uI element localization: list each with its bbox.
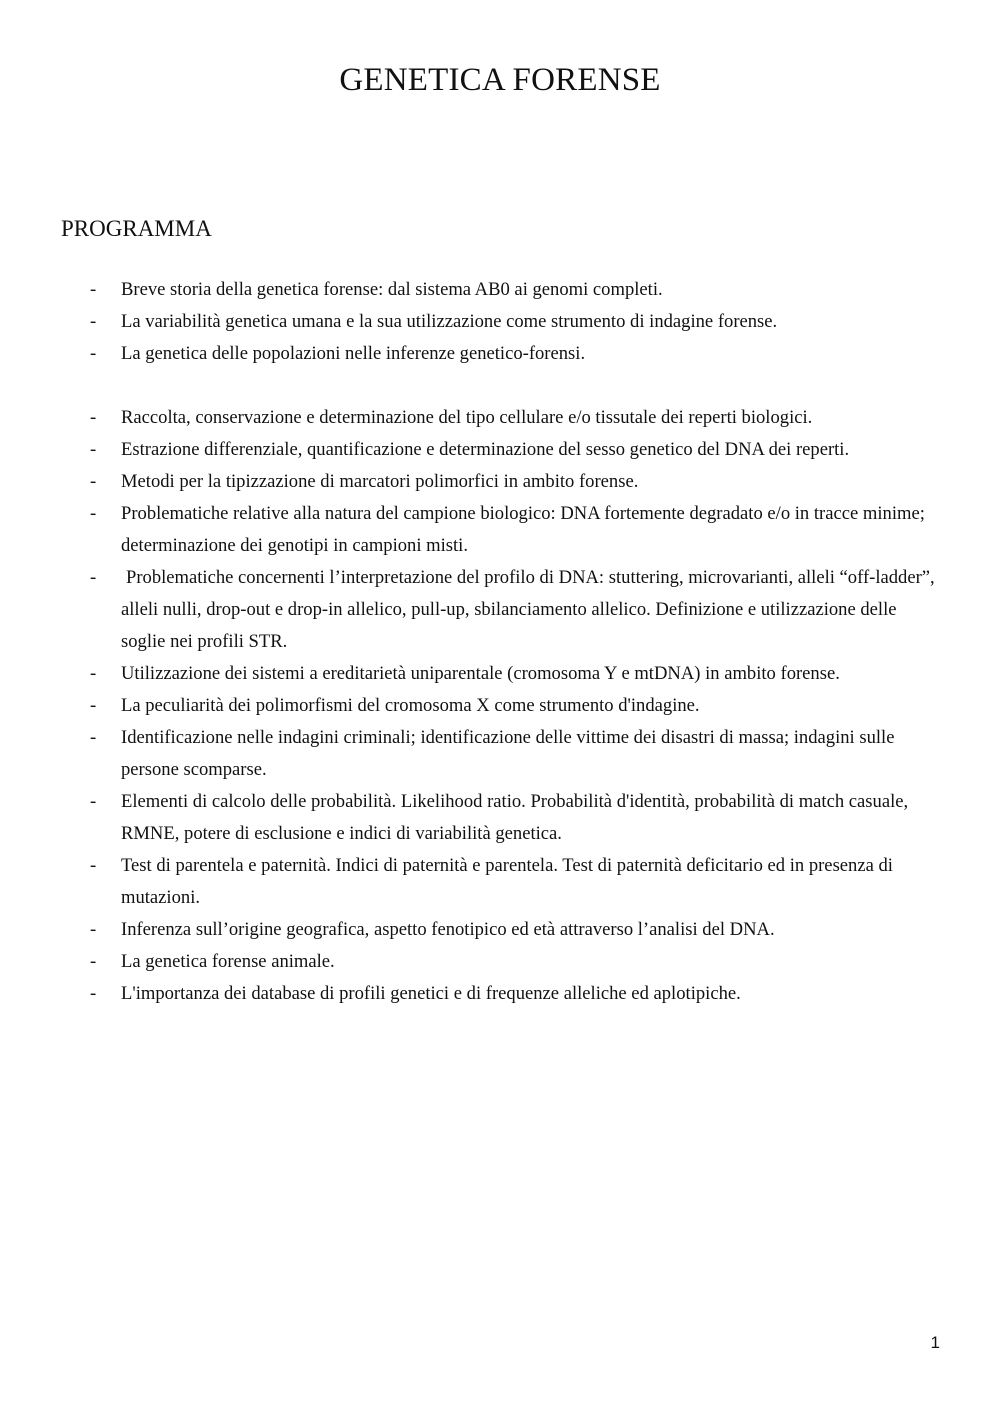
- program-item: [0, 946, 1000, 978]
- program-item-text: Elementi di calcolo delle probabilità. Likelihood ratio. Probabilità d'identità, probabilità di match casuale, RMNE, potere di esclusione e indici di variabilità genetica.: [121, 791, 909, 844]
- program-item-text: Inferenza sull’origine geografica, aspetto fenotipico ed età attraverso l’analisi del DNA.: [121, 919, 775, 940]
- program-item: [0, 466, 1000, 498]
- program-item-text: Estrazione differenziale, quantificazione e determinazione del sesso genetico del DNA dei reperti.: [121, 439, 850, 460]
- bullet-dash: -: [90, 567, 97, 588]
- bullet-dash: -: [90, 503, 97, 524]
- program-group-2: [0, 402, 1000, 1010]
- program-item: [0, 306, 1000, 338]
- bullet-dash: -: [90, 727, 97, 748]
- document-title: GENETICA FORENSE: [339, 62, 661, 98]
- program-list: [0, 274, 1000, 1010]
- program-item: [0, 562, 1000, 658]
- program-item-text: L'importanza dei database di profili genetici e di frequenze alleliche ed aplotipiche.: [121, 983, 741, 1004]
- bullet-dash: -: [90, 663, 97, 684]
- program-group-1: [0, 274, 1000, 370]
- program-item: [0, 274, 1000, 306]
- program-item: [0, 338, 1000, 370]
- program-item: [0, 722, 1000, 786]
- program-item: [0, 914, 1000, 946]
- bullet-dash: -: [90, 439, 97, 460]
- program-item-text: Raccolta, conservazione e determinazione del tipo cellulare e/o tissutale dei reperti biologici.: [121, 407, 813, 428]
- program-item-text: La genetica forense animale.: [121, 951, 335, 972]
- program-item-text: La genetica delle popolazioni nelle inferenze genetico-forensi.: [121, 343, 586, 364]
- program-item-text: Utilizzazione dei sistemi a ereditarietà uniparentale (cromosoma Y e mtDNA) in ambito forense.: [121, 663, 840, 684]
- program-item: [0, 850, 1000, 914]
- program-item: [0, 978, 1000, 1010]
- program-item: [0, 498, 1000, 562]
- bullet-dash: -: [90, 919, 97, 940]
- bullet-dash: -: [90, 471, 97, 492]
- program-item-text: Metodi per la tipizzazione di marcatori polimorfici in ambito forense.: [121, 471, 639, 492]
- program-item: [0, 402, 1000, 434]
- page-number: 1: [930, 1333, 940, 1352]
- program-item-text: Identificazione nelle indagini criminali; identificazione delle vittime dei disastri di massa; indagini sulle persone scomparse.: [121, 727, 895, 780]
- bullet-dash: -: [90, 343, 97, 364]
- program-item-text: Problematiche concernenti l’interpretazione del profilo di DNA: stuttering, microvarianti, alleli “off-ladder”, alleli nulli, drop-out e drop-in allelico, pull-up, sbilanciamento allelico. Definizione e utilizzazione delle soglie nei profili STR.: [121, 567, 935, 652]
- program-item: [0, 434, 1000, 466]
- bullet-dash: -: [90, 951, 97, 972]
- bullet-dash: -: [90, 695, 97, 716]
- program-item-text: Test di parentela e paternità. Indici di paternità e parentela. Test di paternità deficitario ed in presenza di mutazioni.: [121, 855, 893, 908]
- program-item-text: Breve storia della genetica forense: dal sistema AB0 ai genomi completi.: [121, 279, 663, 300]
- bullet-dash: -: [90, 791, 97, 812]
- program-item: [0, 786, 1000, 850]
- bullet-dash: -: [90, 983, 97, 1004]
- bullet-dash: -: [90, 855, 97, 876]
- bullet-dash: -: [90, 407, 97, 428]
- program-item: [0, 658, 1000, 690]
- program-item-text: La variabilità genetica umana e la sua utilizzazione come strumento di indagine forense.: [121, 311, 778, 332]
- bullet-dash: -: [90, 279, 97, 300]
- program-item-text: Problematiche relative alla natura del campione biologico: DNA fortemente degradato e/o in tracce minime; determinazione dei genotipi in campioni misti.: [121, 503, 925, 556]
- program-item-text: La peculiarità dei polimorfismi del cromosoma X come strumento d'indagine.: [121, 695, 700, 716]
- bullet-dash: -: [90, 311, 97, 332]
- program-item: [0, 690, 1000, 722]
- section-heading: PROGRAMMA: [61, 216, 212, 241]
